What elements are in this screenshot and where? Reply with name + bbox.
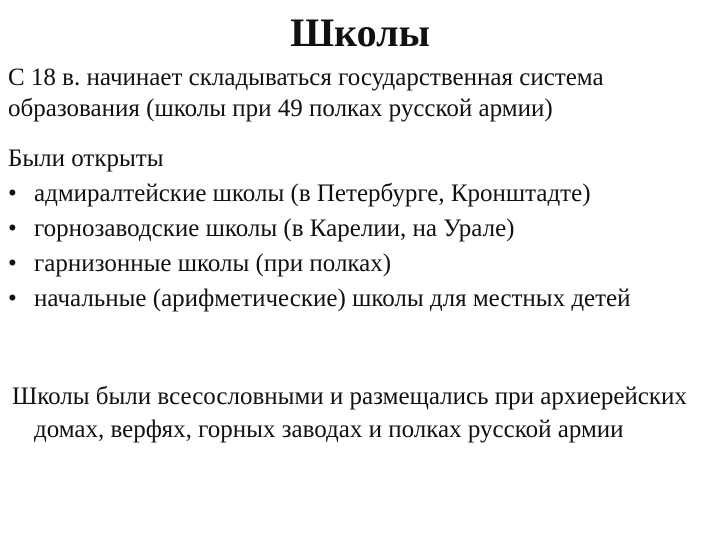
summary-text: Школы были всесословными и размещались при архиерейских домах, верфях, горных заводах и полках русской армии — [12, 383, 687, 443]
list-item — [8, 211, 713, 246]
bullet-icon: • — [8, 285, 17, 312]
list-item — [8, 176, 713, 211]
opened-heading: Были открыты — [8, 145, 164, 172]
list-item — [8, 246, 713, 281]
list-item-text: адмиралтейские школы (в Петербурге, Кронштадте) — [34, 180, 591, 207]
opened-schools-section — [8, 141, 713, 316]
slide-title-text: Школы — [290, 10, 430, 55]
list-item-text: горнозаводские школы (в Карелии, на Урале) — [34, 215, 515, 242]
bullet-icon: • — [8, 215, 17, 242]
intro-text: С 18 в. начинает складываться государственная система образования (школы при 49 полках русской армии) — [8, 64, 604, 122]
list-item-text: начальные (арифметические) школы для местных детей — [34, 285, 631, 312]
list-item-text: гарнизонные школы (при полках) — [34, 250, 392, 277]
bullet-icon: • — [8, 250, 17, 277]
intro-paragraph — [8, 62, 708, 124]
slide-title — [0, 10, 720, 56]
school-list — [8, 176, 713, 316]
list-item — [8, 281, 713, 316]
summary-paragraph — [12, 380, 702, 446]
bullet-icon: • — [8, 180, 17, 207]
